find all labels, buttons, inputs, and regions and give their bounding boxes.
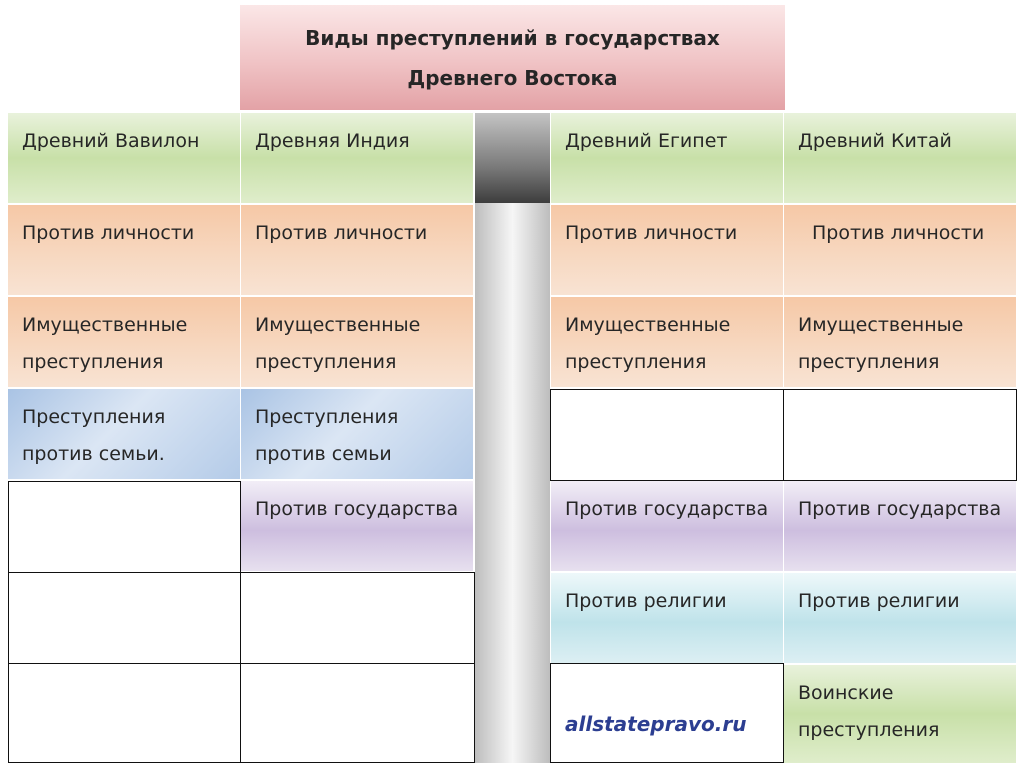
cell-india-family: Преступления против семьи bbox=[241, 389, 473, 479]
cell-babylon-empty-2 bbox=[8, 572, 241, 664]
cell-china-military: Воинские преступления bbox=[784, 665, 1016, 763]
cell-babylon-family: Преступления против семьи. bbox=[8, 389, 240, 479]
cell-china-person: Против личности bbox=[784, 205, 1016, 295]
cell-babylon-empty-3 bbox=[8, 663, 241, 763]
column-divider-top bbox=[475, 113, 550, 203]
cell-india-empty-1 bbox=[240, 572, 475, 664]
cell-egypt-person: Против личности bbox=[551, 205, 783, 295]
cell-india-empty-2 bbox=[240, 663, 475, 763]
cell-india-state: Против государства bbox=[241, 481, 473, 571]
header-china: Древний Китай bbox=[784, 113, 1016, 203]
cell-babylon-property: Имущественные преступления bbox=[8, 297, 240, 387]
cell-india-property: Имущественные преступления bbox=[241, 297, 473, 387]
cell-china-state: Против государства bbox=[784, 481, 1016, 571]
cell-china-empty-1 bbox=[783, 389, 1017, 481]
cell-china-property: Имущественные преступления bbox=[784, 297, 1016, 387]
cell-egypt-religion: Против религии bbox=[551, 573, 783, 663]
column-divider bbox=[475, 113, 550, 763]
table-title: Виды преступлений в государствах Древнего Востока bbox=[240, 5, 785, 110]
header-india: Древняя Индия bbox=[241, 113, 473, 203]
cell-egypt-state: Против государства bbox=[551, 481, 783, 571]
cell-egypt-property: Имущественные преступления bbox=[551, 297, 783, 387]
header-egypt: Древний Египет bbox=[551, 113, 783, 203]
cell-egypt-empty-1 bbox=[550, 389, 784, 481]
cell-china-religion: Против религии bbox=[784, 573, 1016, 663]
cell-india-person: Против личности bbox=[241, 205, 473, 295]
watermark-text: allstatepravo.ru bbox=[565, 712, 747, 736]
header-babylon: Древний Вавилон bbox=[8, 113, 240, 203]
cell-babylon-person: Против личности bbox=[8, 205, 240, 295]
cell-babylon-empty-1 bbox=[8, 481, 241, 573]
